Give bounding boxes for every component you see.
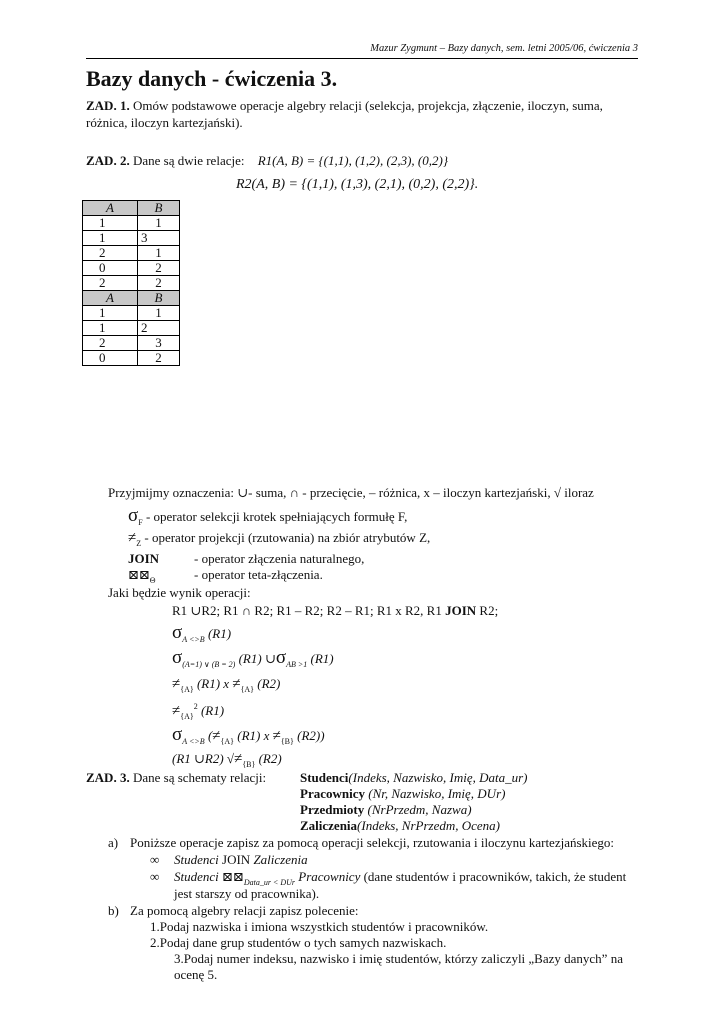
expr-sub: AB >1 — [286, 660, 308, 669]
schema-attrs: (Nr, Nazwisko, Imię, DUr) — [364, 786, 506, 801]
pi-desc: - operator projekcji (rzutowania) na zbiór atrybutów Z, — [141, 530, 431, 545]
expr-text: (R2) — [254, 676, 281, 691]
item-sub: Data_ur < DUr — [243, 878, 295, 887]
expr-sub: {A} — [180, 685, 194, 694]
part-a-item1 — [150, 852, 308, 868]
part-b-item3-cont: ocenę 5. — [174, 967, 218, 982]
expr-sub: {A} — [240, 685, 255, 694]
expr-text: (R2)) — [293, 728, 325, 743]
zad2-r1: R1(A, B) = {(1,1), (1,2), (2,3), (0,2)} — [257, 153, 449, 168]
theta-desc: - operator teta-złączenia. — [194, 567, 323, 582]
relations-table — [82, 200, 180, 366]
table-row — [83, 276, 180, 291]
projection-icon: ≠ — [212, 728, 221, 744]
projection-icon: ≠ — [272, 728, 281, 744]
bullet-icon: ∞ — [150, 852, 160, 867]
expr-sub: {B} — [242, 760, 256, 769]
item-text: Pracownicy — [295, 869, 361, 884]
projection-icon: ≠ — [232, 676, 241, 692]
cell: 1 — [138, 246, 180, 261]
header-b: B — [138, 291, 180, 306]
zad1-line1 — [86, 98, 603, 114]
table-row — [83, 336, 180, 351]
header-a: A — [83, 291, 138, 306]
theta-definition — [128, 567, 323, 585]
expr-sub: {B} — [280, 737, 294, 746]
table-row — [83, 306, 180, 321]
item-text: Studenci — [174, 852, 219, 867]
expr-4 — [172, 702, 224, 721]
cell: 3 — [138, 231, 180, 246]
cell: 0 — [83, 351, 138, 366]
expr-3 — [172, 676, 280, 694]
cell: 2 — [138, 276, 180, 291]
sigma-sub: F — [138, 518, 143, 527]
expr-text: (R1) — [204, 626, 232, 641]
expr-text: ( — [204, 728, 213, 743]
zad3-intro-text: Dane są schematy relacji: — [129, 770, 267, 785]
cell: 2 — [83, 276, 138, 291]
cell: 1 — [83, 321, 138, 336]
schema-name: Zaliczenia — [300, 818, 358, 833]
schema-name: Przedmioty — [300, 802, 365, 817]
part-b-item2: 2.Podaj dane grup studentów o tych samych nazwiskach. — [150, 935, 447, 950]
expr-text: (R1) x — [193, 676, 233, 691]
page-title: Bazy danych - ćwiczenia 3. — [86, 66, 338, 91]
part-b — [108, 903, 358, 919]
part-b-item3: 3.Podaj numer indeksu, nazwisko i imię studentów, którzy zaliczyli „Bazy danych” na — [174, 951, 623, 966]
cell: 1 — [83, 231, 138, 246]
expr-text: (R1) — [197, 703, 225, 718]
join-desc: - operator złączenia naturalnego, — [194, 551, 365, 566]
zad3-intro — [86, 770, 266, 786]
header-rule — [86, 58, 638, 59]
expr-6 — [172, 751, 282, 769]
part-b-label: b) — [108, 903, 119, 918]
cell: 3 — [138, 336, 180, 351]
sigma-icon: σ — [172, 647, 183, 668]
expr-text: (R1) x — [233, 728, 273, 743]
cell: 2 — [83, 246, 138, 261]
part-a — [108, 835, 614, 851]
expr-sup: 2 — [193, 702, 198, 711]
projection-icon: ≠ — [128, 530, 137, 546]
schema-studenci — [300, 770, 528, 786]
bullet-icon: ∞ — [150, 869, 160, 884]
ops-line1 — [172, 603, 498, 619]
schema-przedmioty — [300, 802, 472, 818]
table-row — [83, 231, 180, 246]
part-b-item1: 1.Podaj nazwiska i imiona wszystkich studentów i pracowników. — [150, 919, 489, 934]
expr-sub: A <>B — [182, 737, 205, 746]
theta-join-icon: ⊠⊠ — [128, 567, 150, 582]
zad2-intro: Dane są dwie relacje: — [129, 153, 245, 168]
expr-text: (R2) — [255, 751, 282, 766]
zad1-label: ZAD. 1. — [86, 98, 130, 113]
expr-sub: A <>B — [182, 635, 205, 644]
schema-name: Pracownicy — [300, 786, 365, 801]
part-a-item2-cont: jest starszy od pracownika). — [174, 886, 320, 901]
ops-join: JOIN — [445, 603, 477, 618]
sigma-icon: σ — [172, 724, 183, 745]
cell: 1 — [138, 306, 180, 321]
theta-join-icon: ⊠⊠ — [218, 869, 244, 884]
expr-1 — [172, 622, 231, 644]
sigma-icon: σ — [172, 622, 183, 643]
cell: 2 — [138, 351, 180, 366]
zad1-text1: Omów podstawowe operacje algebry relacji (selekcja, projekcja, złączenie, iloczyn, suma, — [129, 98, 603, 113]
zad2-label: ZAD. 2. — [86, 153, 130, 168]
header-b: B — [138, 201, 180, 216]
expr-text: (R1) ∪ — [235, 651, 276, 666]
cell: 2 — [138, 321, 180, 336]
schema-attrs: (Indeks, NrPrzedm, Ocena) — [357, 818, 501, 833]
ops-text: R1 ∪R2; R1 ∩ R2; R1 – R2; R2 – R1; R1 x R2, R1 — [172, 603, 446, 618]
table-row — [83, 246, 180, 261]
schema-zaliczenia — [300, 818, 500, 834]
join-definition — [128, 551, 364, 567]
cell: 1 — [83, 306, 138, 321]
schema-attrs: (NrPrzedm, Nazwa) — [364, 802, 472, 817]
table-header-2 — [83, 291, 180, 306]
cell: 1 — [138, 216, 180, 231]
theta-sub: Θ — [149, 576, 156, 585]
item-text: Studenci — [174, 869, 219, 884]
part-b-text: Za pomocą algebry relacji zapisz polecenie: — [130, 903, 359, 918]
projection-icon: ≠ — [172, 676, 181, 692]
schema-name: Studenci — [300, 770, 349, 785]
pi-sub: Z — [136, 539, 142, 548]
zad3-label: ZAD. 3. — [86, 770, 130, 785]
expr-sub: (A=1) ∨ (B = 2) — [182, 660, 236, 669]
expr-text: (R1 ∪R2) √ — [172, 751, 235, 766]
sigma-icon: σ — [128, 505, 139, 526]
table-header-1 — [83, 201, 180, 216]
zad1-line2: różnica, iloczyn kartezjański). — [86, 115, 243, 130]
cell: 2 — [138, 261, 180, 276]
sigma-icon: σ — [275, 647, 287, 668]
part-a-text: Poniższe operacje zapisz za pomocą operacji selekcji, rzutowania i iloczynu kartezjańskiego: — [130, 835, 615, 850]
table-row — [83, 321, 180, 336]
sigma-desc: - operator selekcji krotek spełniających formułę F, — [142, 509, 408, 524]
item-text: JOIN — [218, 852, 254, 867]
table-row — [83, 216, 180, 231]
schema-pracownicy — [300, 786, 505, 802]
zad2-r2: R2(A, B) = {(1,1), (1,3), (2,1), (0,2), (2,2)}. — [236, 177, 479, 192]
header-a: A — [83, 201, 138, 216]
item-text: (dane studentów i pracowników, takich, że student — [360, 869, 627, 884]
part-a-item2 — [150, 869, 626, 887]
page-header: Mazur Zygmunt – Bazy danych, sem. letni 2005/06, ćwiczenia 3 — [370, 43, 638, 54]
expr-2 — [172, 647, 334, 669]
cell: 1 — [83, 216, 138, 231]
table-row — [83, 261, 180, 276]
question: Jaki będzie wynik operacji: — [108, 585, 251, 600]
projection-icon: ≠ — [172, 703, 181, 719]
item-text: Zaliczenia — [253, 852, 308, 867]
pi-definition — [128, 530, 430, 548]
table-row — [83, 351, 180, 366]
zad2-line1 — [86, 153, 448, 169]
cell: 2 — [83, 336, 138, 351]
expr-sub: {A} — [180, 712, 194, 721]
notation-line: Przyjmijmy oznaczenia: ∪- suma, ∩ - przecięcie, – różnica, x – iloczyn kartezjański, √ iloraz — [108, 485, 594, 500]
expr-5 — [172, 724, 325, 746]
schema-attrs: (Indeks, Nazwisko, Imię, Data_ur) — [348, 770, 528, 785]
join-label: JOIN — [128, 551, 160, 566]
expr-text: (R1) — [307, 651, 334, 666]
sigma-definition — [128, 505, 407, 527]
projection-icon: ≠ — [234, 751, 243, 767]
cell: 0 — [83, 261, 138, 276]
expr-sub: {A} — [220, 737, 234, 746]
ops-text-end: R2; — [476, 603, 499, 618]
part-a-label: a) — [108, 835, 119, 850]
